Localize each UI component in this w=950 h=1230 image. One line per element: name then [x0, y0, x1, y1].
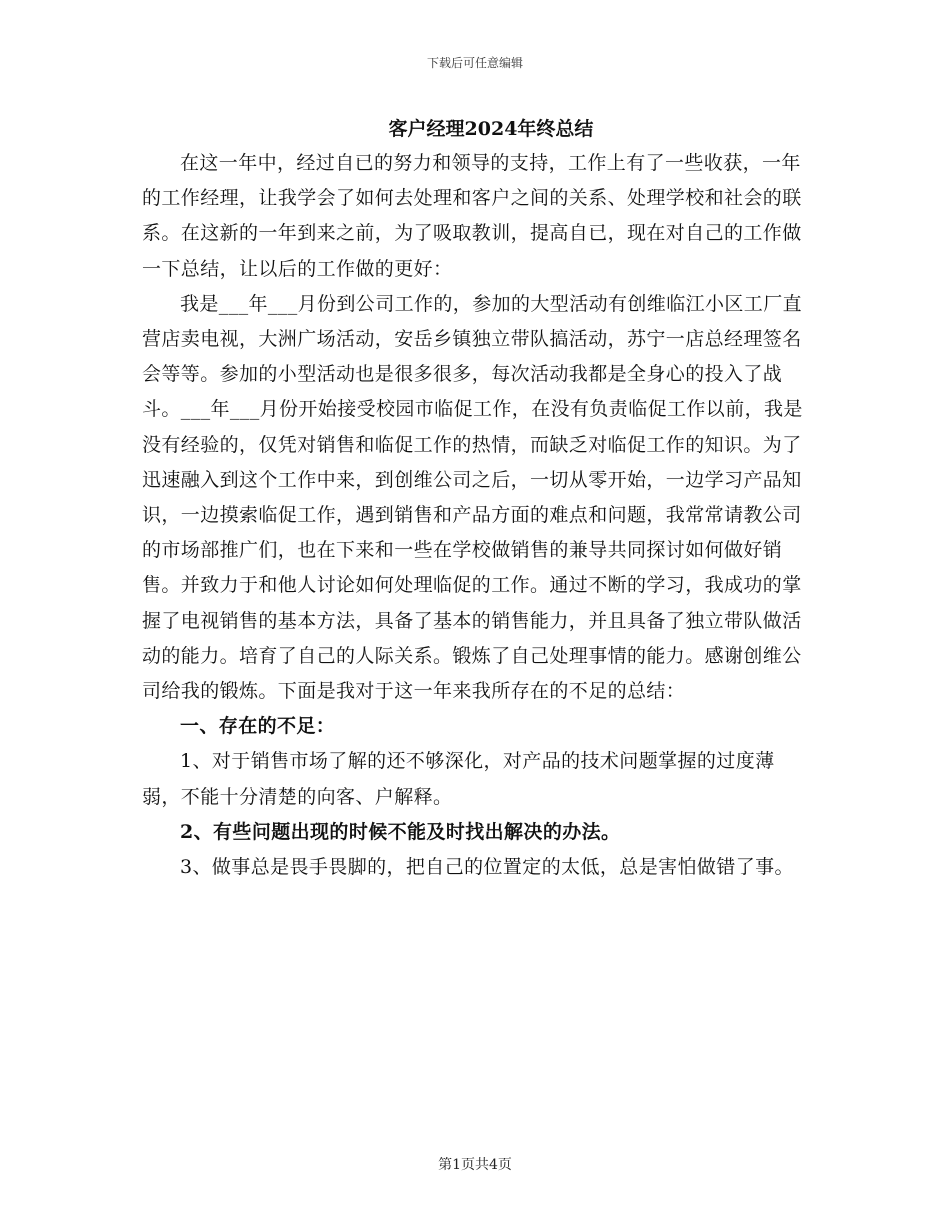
document-title: 客户经理2024年终总结 — [388, 118, 594, 140]
list-item-1: 1、对于销售市场了解的还不够深化，对产品的技术问题掌握的过度薄弱，不能十分清楚的向客、户解释。 — [142, 750, 775, 808]
list-item-3: 3、做事总是畏手畏脚的，把自己的位置定的太低，总是害怕做错了事。 — [180, 856, 794, 879]
document-body — [142, 112, 810, 885]
paragraph-experience: 我是___年___月份到公司工作的，参加的大型活动有创维临江小区工厂直营店卖电视，大洲广场活动，安岳乡镇独立带队搞活动，苏宁一店总经理签名会等等。参加的小型活动也是很多很多，每次活动我都是全身心的投入了战斗。___年___月份开始接受校园市临促工作，在没有负责临促工作以前，我是没有经验的，仅凭对销售和临促工作的热情，而缺乏对临促工作的知识。为了迅速融入到这个工作中来，到创维公司之后，一切从零开始，一边学习产品知识，一边摸索临促工作，遇到销售和产品方面的难点和问题，我常常请教公司的市场部推广们，也在下来和一些在学校做销售的兼导共同探讨如何做好销售。并致力于和他人讨论如何处理临促的工作。通过不断的学习，我成功的掌握了电视销售的基本方法，具备了基本的销售能力，并且具备了独立带队做活动的能力。培育了自己的人际关系。锻炼了自己处理事情的能力。感谢创维公司给我的锻炼。下面是我对于这一年来我所存在的不足的总结： — [142, 292, 803, 703]
list-item-2: 2、有些问题出现的时候不能及时找出解决的办法。 — [180, 820, 621, 843]
section-heading-shortcomings: 一、存在的不足： — [180, 715, 336, 738]
paragraph-intro: 在这一年中，经过自已的努力和领导的支持，工作上有了一些收获，一年的工作经理，让我学会了如何去处理和客户之间的关系、处理学校和社会的联系。在这新的一年到来之前，为了吸取教训，提高自已，现在对自己的工作做一下总结，让以后的工作做的更好： — [142, 152, 802, 280]
page-footer: 第1页共4页 — [438, 1157, 512, 1173]
header-note: 下载后可任意编辑 — [426, 56, 523, 70]
